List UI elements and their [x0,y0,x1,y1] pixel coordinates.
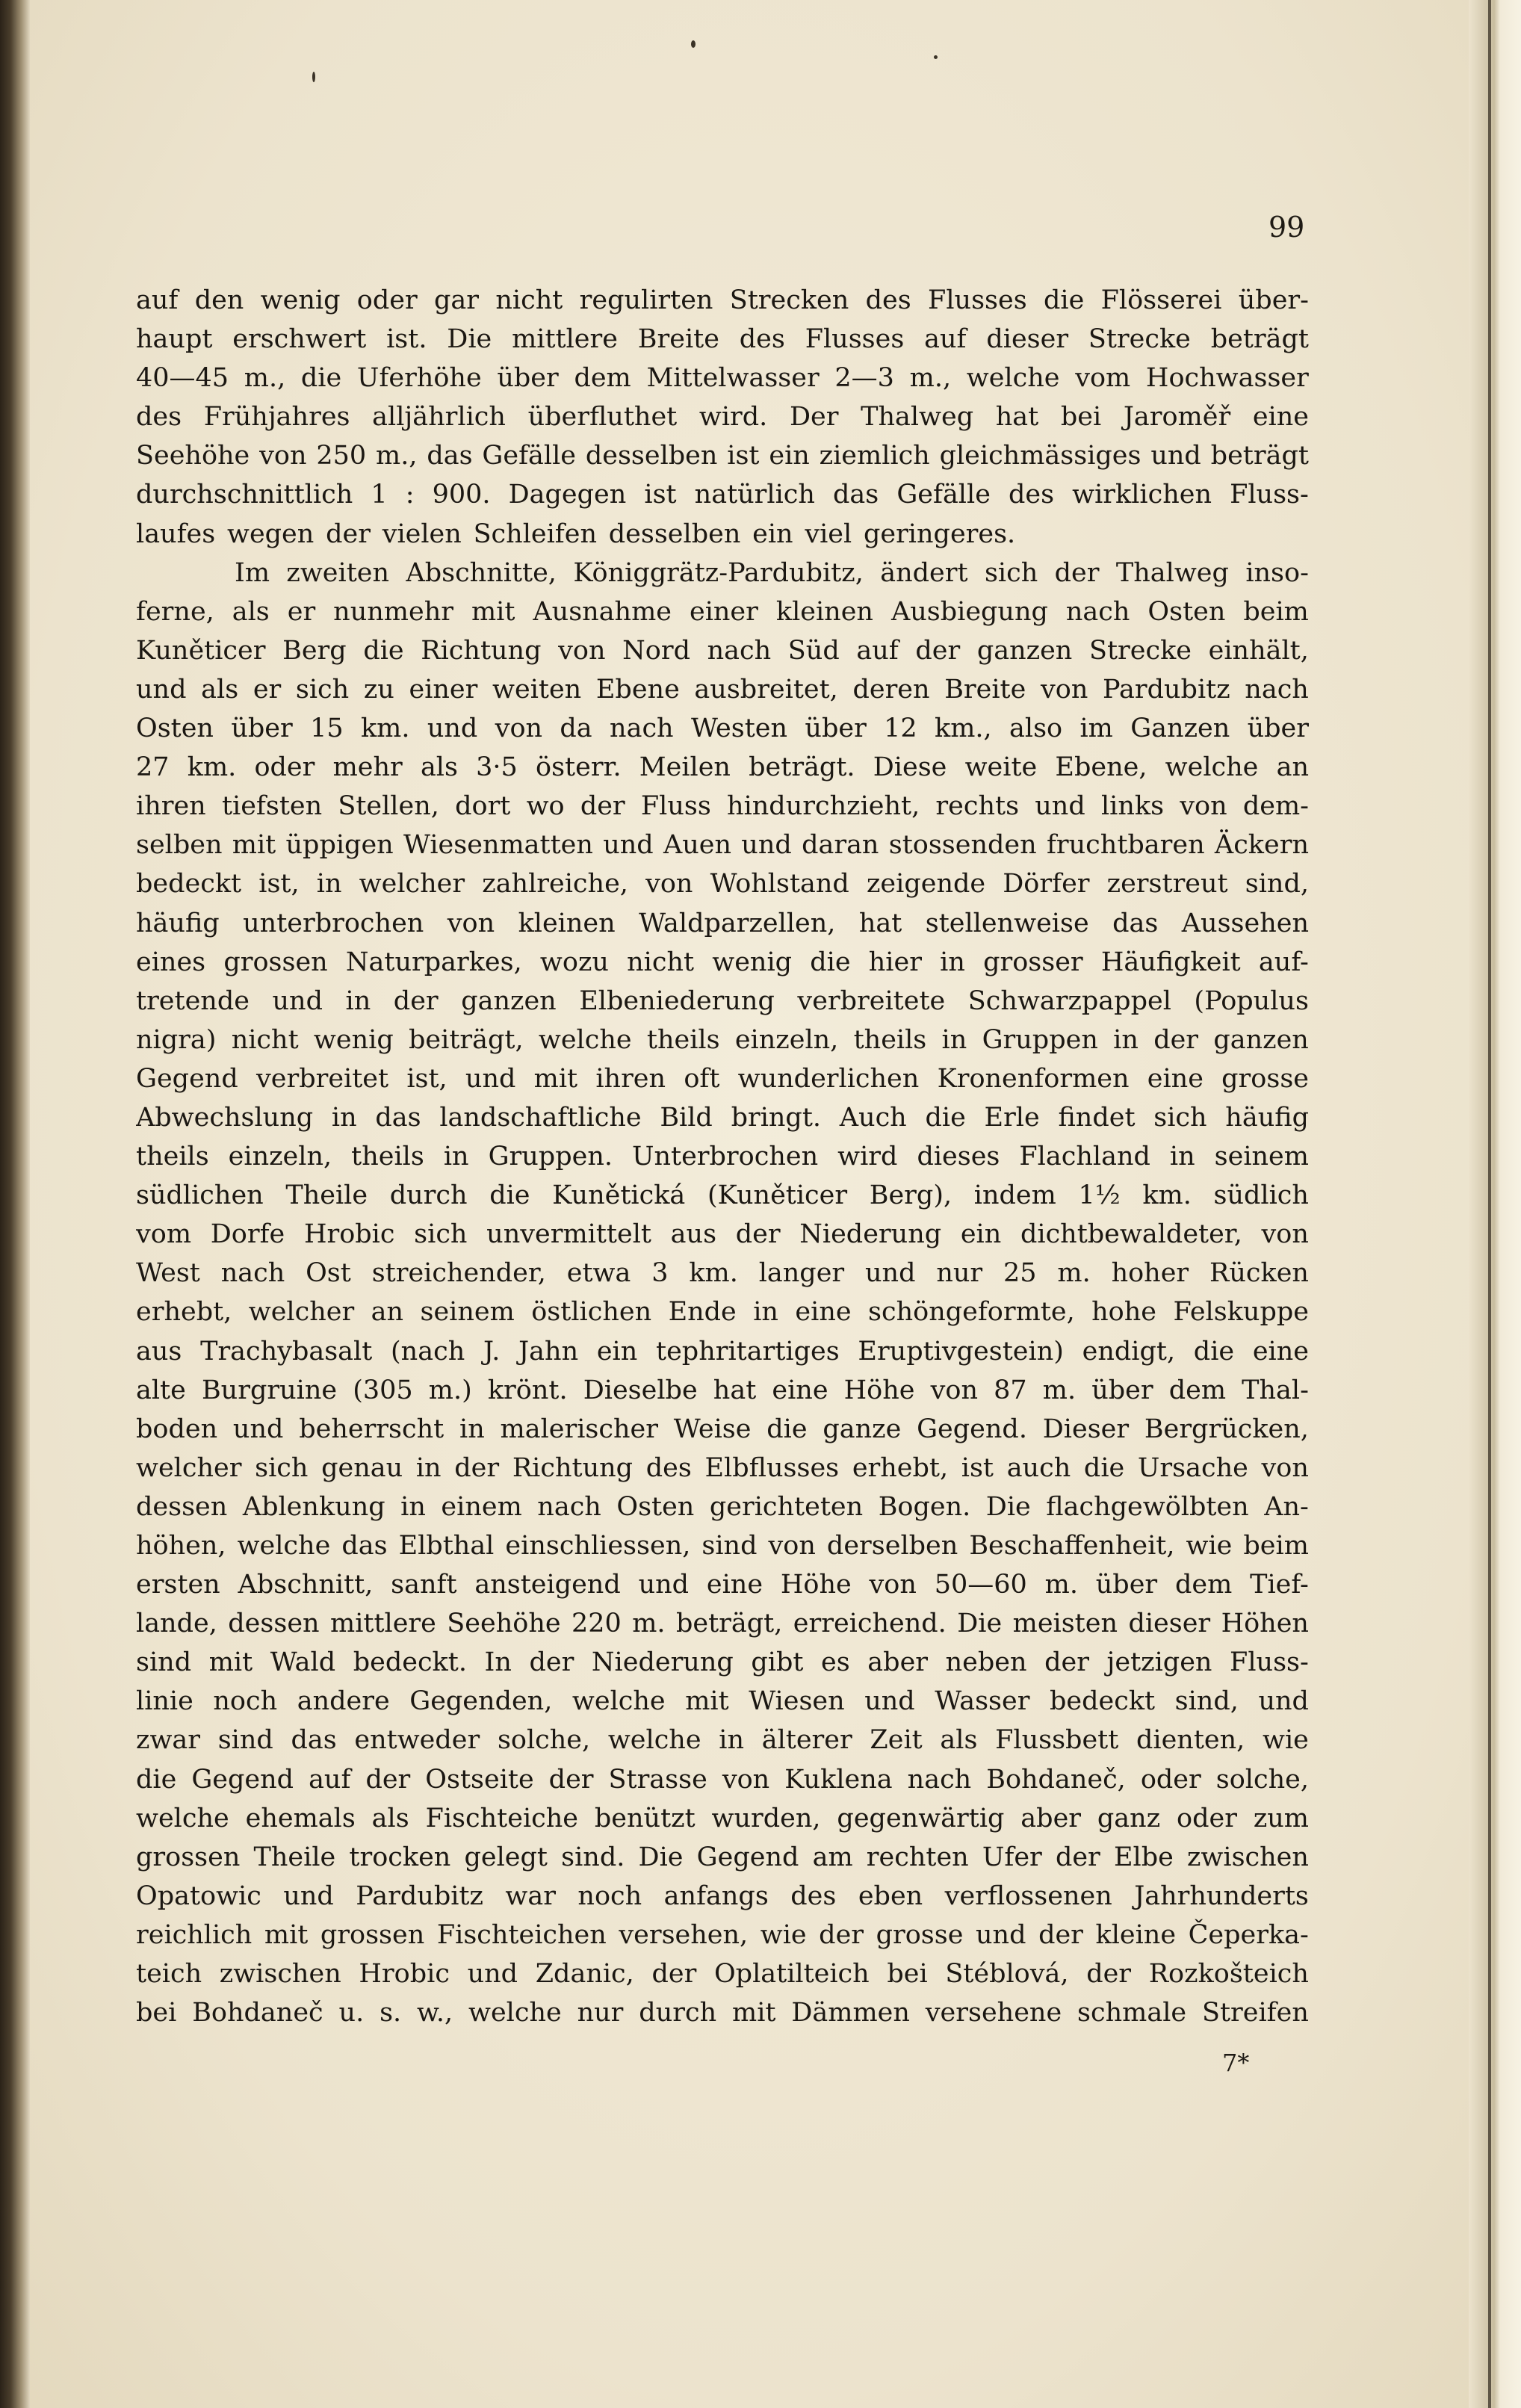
text-line: alte Burgruine (305 m.) krönt. Dieselbe hat eine Höhe von 87 m. über dem Thal- [136,1375,1309,1405]
text-line: laufes wegen der vielen Schleifen desselben ein viel geringeres. [136,519,1016,549]
binding-shadow [0,0,30,2408]
text-line: ersten Abschnitt, sanft ansteigend und eine Höhe von 50—60 m. über dem Tief- [136,1570,1309,1600]
text-line: grossen Theile trocken gelegt sind. Die Gegend am rechten Ufer der Elbe zwischen [136,1842,1309,1872]
text-line: bei Bohdaneč u. s. w., welche nur durch mit Dämmen versehene schmale Streifen [136,1998,1309,2028]
text-line: 27 km. oder mehr als 3·5 österr. Meilen beträgt. Diese weite Ebene, welche an [136,752,1309,783]
page-edge [1469,0,1521,2408]
text-line: und als er sich zu einer weiten Ebene ausbreitet, deren Breite von Pardubitz nach [136,674,1309,705]
text-line: tretende und in der ganzen Elbeniederung verbreitete Schwarzpappel (Populus [136,985,1309,1016]
text-line: West nach Ost streichender, etwa 3 km. langer und nur 25 m. hoher Rücken [136,1258,1309,1289]
text-line: ihren tiefsten Stellen, dort wo der Fluss hindurchzieht, rechts und links von dem- [136,791,1309,822]
text-line: eines grossen Naturparkes, wozu nicht wenig die hier in grosser Häufigkeit auf- [136,947,1309,977]
text-line: Seehöhe von 250 m., das Gefälle desselben ist ein ziemlich gleichmässiges und beträgt [136,441,1309,471]
text-line: des Frühjahres alljährlich überfluthet wird. Der Thalweg hat bei Jaroměř eine [136,402,1309,433]
text-line: reichlich mit grossen Fischteichen versehen, wie der grosse und der kleine Čeperka- [136,1919,1309,1950]
text-line: sind mit Wald bedeckt. In der Niederung gibt es aber neben der jetzigen Fluss- [136,1647,1309,1678]
text-line: welche ehemals als Fischteiche benützt wurden, gegenwärtig aber ganz oder zum [136,1803,1309,1833]
text-line: linie noch andere Gegenden, welche mit Wiesen und Wasser bedeckt sind, und [136,1686,1309,1717]
text-line: theils einzeln, theils in Gruppen. Unterbrochen wird dieses Flachland in seinem [136,1142,1309,1172]
text-line: südlichen Theile durch die Kunětická (Kuněticer Berg), indem 1½ km. südlich [136,1180,1309,1211]
margin-rule [1488,0,1491,2408]
text-line: ferne, als er nunmehr mit Ausnahme einer kleinen Ausbiegung nach Osten beim [136,596,1309,627]
text-line: Abwechslung in das landschaftliche Bild bringt. Auch die Erle findet sich häufig [136,1102,1309,1133]
page-number: 99 [1268,211,1305,244]
text-line: boden und beherrscht in malerischer Weise die ganze Gegend. Dieser Bergrücken, [136,1414,1309,1444]
text-line: aus Trachybasalt (nach J. Jahn ein tephritartiges Eruptivgestein) endigt, die eine [136,1336,1309,1367]
text-line: Gegend verbreitet ist, und mit ihren oft wunderlichen Kronenformen eine grosse [136,1063,1309,1094]
body-text [136,281,1309,2032]
text-line: nigra) nicht wenig beiträgt, welche theils einzeln, theils in Gruppen in der ganzen [136,1024,1309,1055]
signature-mark: 7* [1222,2049,1250,2077]
text-line: Opatowic und Pardubitz war noch anfangs des eben verflossenen Jahrhunderts [136,1881,1309,1911]
text-line: haupt erschwert ist. Die mittlere Breite des Flusses auf dieser Strecke beträgt [136,324,1309,355]
ink-speck [934,55,938,59]
text-line: 40—45 m., die Uferhöhe über dem Mittelwasser 2—3 m., welche vom Hochwasser [136,363,1309,394]
text-line: dessen Ablenkung in einem nach Osten gerichteten Bogen. Die flachgewölbten An- [136,1491,1309,1522]
text-line: lande, dessen mittlere Seehöhe 220 m. beträgt, erreichend. Die meisten dieser Höhen [136,1609,1309,1639]
text-line: selben mit üppigen Wiesenmatten und Auen und daran stossenden fruchtbaren Äckern [136,830,1309,861]
text-line: welcher sich genau in der Richtung des Elbflusses erhebt, ist auch die Ursache von [136,1452,1309,1483]
ink-speck [691,40,696,48]
text-line: Im zweiten Abschnitte, Königgrätz-Pardubitz, ändert sich der Thalweg inso- [235,557,1309,588]
text-line: durchschnittlich 1 : 900. Dagegen ist natürlich das Gefälle des wirklichen Fluss- [136,480,1309,510]
text-line: vom Dorfe Hrobic sich unvermittelt aus der Niederung ein dichtbewaldeter, von [136,1219,1309,1250]
text-line: auf den wenig oder gar nicht regulirten Strecken des Flusses die Flösserei über- [136,285,1309,315]
text-line: Osten über 15 km. und von da nach Westen über 12 km., also im Ganzen über [136,714,1309,744]
text-line: erhebt, welcher an seinem östlichen Ende in eine schöngeformte, hohe Felskuppe [136,1297,1309,1328]
text-line: höhen, welche das Elbthal einschliessen, sind von derselben Beschaffenheit, wie beim [136,1531,1309,1561]
text-line: zwar sind das entweder solche, welche in älterer Zeit als Flussbett dienten, wie [136,1725,1309,1756]
text-line: teich zwischen Hrobic und Zdanic, der Oplatilteich bei Stéblová, der Rozkošteich [136,1959,1309,1990]
text-line: Kuněticer Berg die Richtung von Nord nach Süd auf der ganzen Strecke einhält, [136,635,1309,666]
ink-speck [312,72,315,82]
text-line: die Gegend auf der Ostseite der Strasse von Kuklena nach Bohdaneč, oder solche, [136,1764,1309,1795]
text-line: häufig unterbrochen von kleinen Waldparzellen, hat stellenweise das Aussehen [136,908,1309,938]
text-line: bedeckt ist, in welcher zahlreiche, von Wohlstand zeigende Dörfer zerstreut sind, [136,869,1309,900]
